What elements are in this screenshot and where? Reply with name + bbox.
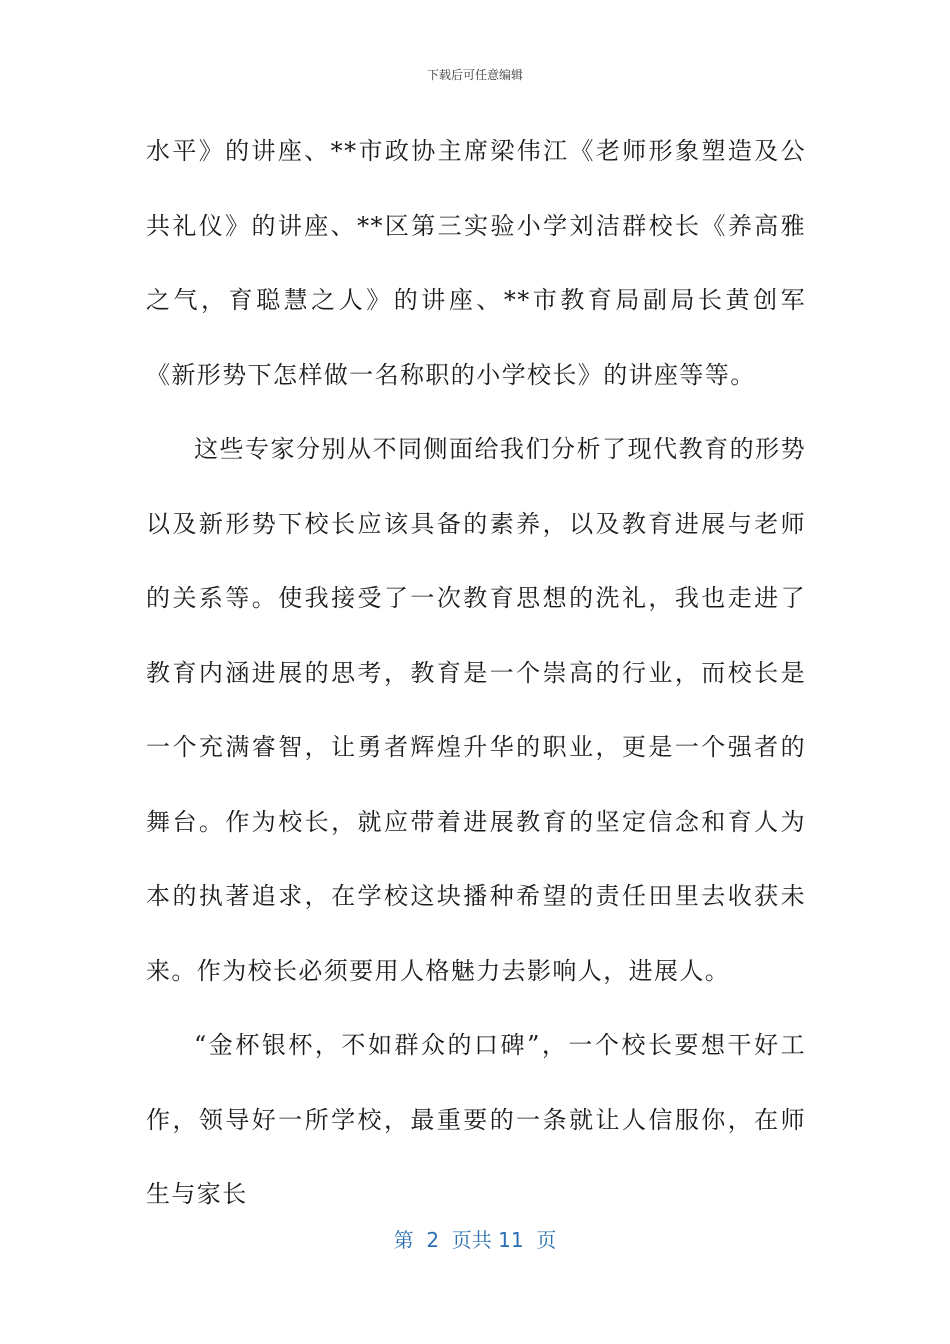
page-header: 下载后可任意编辑 bbox=[426, 68, 523, 82]
paragraph: 水平》的讲座、**市政协主席梁伟江《老师形象塑造及公共礼仪》的讲座、**区第三实验小学刘洁群校长《养高雅之气，育聪慧之人》的讲座、**市教育局副局长黄创军《新形势下怎样做一名称职的小学校长》的讲座等等。 bbox=[146, 137, 806, 389]
paragraph: “金杯银杯，不如群众的口碑”，一个校长要想干好工作，领导好一所学校，最重要的一条就让人信服你，在师生与家长 bbox=[146, 1031, 806, 1208]
page-number: 第 2 页共 11 页 bbox=[393, 1228, 557, 1252]
document-body bbox=[146, 114, 806, 1232]
paragraph: 这些专家分别从不同侧面给我们分析了现代教育的形势以及新形势下校长应该具备的素养，以及教育进展与老师的关系等。使我接受了一次教育思想的洗礼，我也走进了教育内涵进展的思考，教育是一个崇高的行业，而校长是一个充满睿智，让勇者辉煌升华的职业，更是一个强者的舞台。作为校长，就应带着进展教育的坚定信念和育人为本的执著追求，在学校这块播种希望的责任田里去收获未来。作为校长必须要用人格魅力去影响人，进展人。 bbox=[146, 435, 806, 985]
